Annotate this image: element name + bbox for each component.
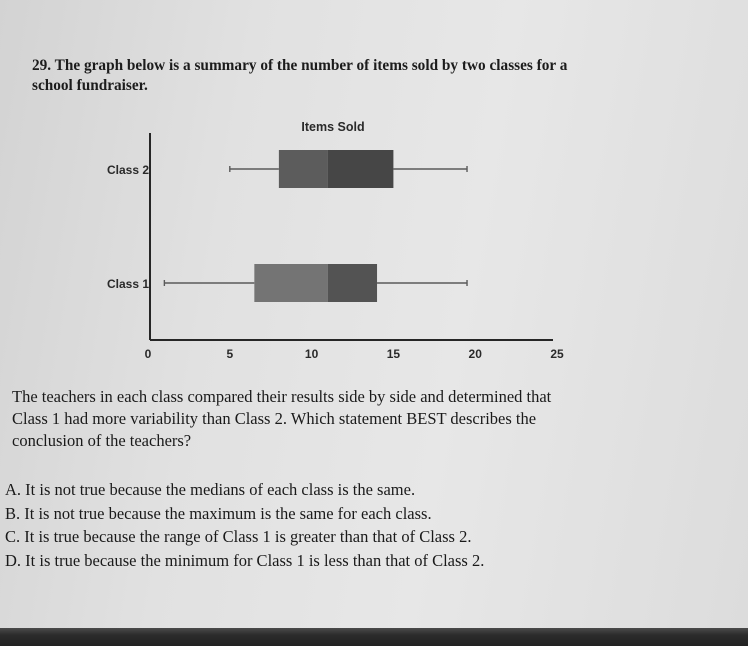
screen-bezel bbox=[0, 628, 748, 646]
prompt-line-1: The teachers in each class compared their results side by side and determined that bbox=[12, 387, 552, 406]
prompt-line-2: Class 1 had more variability than Class 2. Which statement BEST describes the bbox=[12, 409, 537, 428]
box-upper-class-1 bbox=[328, 264, 377, 302]
chart-title: Items Sold bbox=[301, 120, 365, 134]
prompt-line-3: conclusion of the teachers? bbox=[12, 431, 192, 450]
question-prompt bbox=[12, 386, 551, 452]
box-lower-class-2 bbox=[279, 150, 328, 188]
box-plot-chart bbox=[0, 100, 748, 380]
question-heading bbox=[32, 56, 567, 96]
x-tick-label: 15 bbox=[386, 347, 401, 361]
x-tick-label: 0 bbox=[144, 347, 152, 361]
option-d: D. It is true because the minimum for Class 1 is less than that of Class 2. bbox=[5, 550, 485, 570]
x-tick-label: 5 bbox=[226, 347, 234, 361]
category-label-class-2: Class 2 bbox=[106, 163, 149, 177]
option-a: A. It is not true because the medians of each class is the same. bbox=[5, 480, 416, 499]
option-b: B. It is not true because the maximum is the same for each class. bbox=[5, 503, 432, 523]
box-lower-class-1 bbox=[254, 264, 328, 302]
answer-options bbox=[5, 478, 484, 572]
x-tick-label: 20 bbox=[468, 347, 482, 361]
category-label-class-1: Class 1 bbox=[106, 277, 149, 291]
option-c: C. It is true because the range of Class 1 is greater than that of Class 2. bbox=[5, 527, 472, 546]
x-tick-label: 25 bbox=[550, 347, 564, 361]
box-upper-class-2 bbox=[328, 150, 393, 188]
question-line-1: 29. The graph below is a summary of the number of items sold by two classes for a bbox=[32, 57, 568, 74]
question-line-2: school fundraiser. bbox=[32, 77, 148, 94]
x-tick-label: 10 bbox=[304, 347, 319, 361]
